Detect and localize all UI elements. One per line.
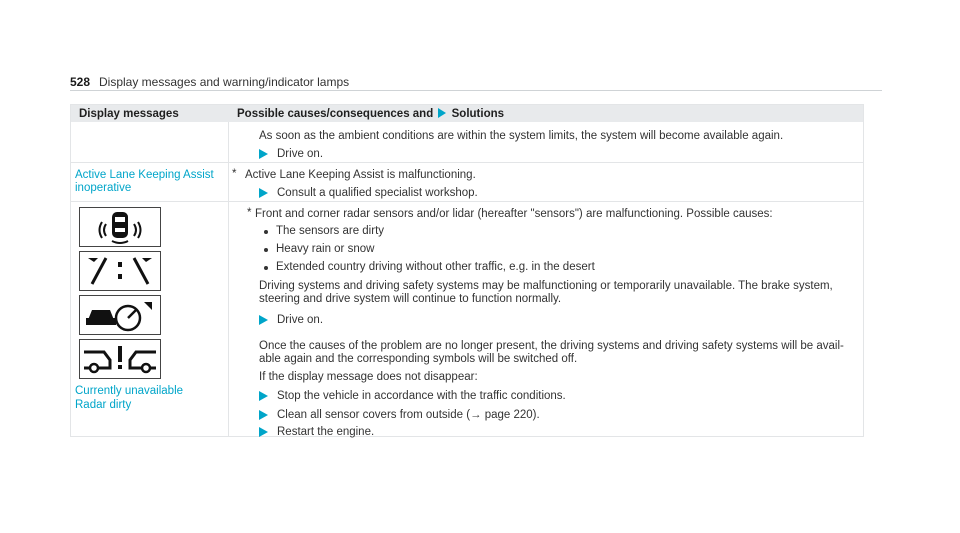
row3-message-line1: Currently unavailable <box>75 385 184 397</box>
instruction-arrow-icon <box>259 427 268 437</box>
solution-arrow-icon <box>438 108 446 118</box>
row3-action-clean: Clean all sensor covers from outside (→ page 220). <box>277 409 540 421</box>
row2-action: Consult a qualified specialist workshop. <box>277 187 478 199</box>
bullet-dot <box>264 230 268 234</box>
car-warning-car-icon <box>79 339 161 379</box>
row3-message-line2: Radar dirty <box>75 399 132 411</box>
row3-paragraph1-line2: steering and drive system will continue to function normally. <box>259 293 562 305</box>
row3-paragraph1-line1: Driving systems and driving safety systems may be malfunctioning or temporarily unavailable. The brake system, <box>259 280 833 292</box>
row3-bullet-1: The sensors are dirty <box>276 225 385 237</box>
row1-action: Drive on. <box>277 148 324 160</box>
row3-cause: Front and corner radar sensors and/or lidar (hereafter "sensors") are malfunctioning. Possible causes: <box>255 208 773 220</box>
row-divider <box>71 162 863 163</box>
row3-action-restart: Restart the engine. <box>277 426 375 438</box>
row3-paragraph3: If the display message does not disappear: <box>259 371 478 383</box>
row3-paragraph2-line2: able again and the corresponding symbols will be switched off. <box>259 353 578 365</box>
display-messages-table <box>70 104 864 437</box>
row2-cause: Active Lane Keeping Assist is malfunctioning. <box>245 169 476 181</box>
instruction-arrow-icon <box>259 315 268 325</box>
page-title: Display messages and warning/indicator lamps <box>99 75 350 89</box>
row1-text: As soon as the ambient conditions are within the system limits, the system will become available again. <box>259 130 784 142</box>
column-header-causes-text: Possible causes/consequences and <box>237 108 434 120</box>
table-header <box>71 105 863 122</box>
row2-star: * <box>232 168 237 180</box>
bullet-dot <box>264 266 268 270</box>
column-header-solutions: Solutions <box>451 108 505 120</box>
lane-markings-icon <box>79 251 161 291</box>
instruction-arrow-icon <box>259 188 268 198</box>
row3-paragraph2-line1: Once the causes of the problem are no longer present, the driving systems and driving safety systems will be avail- <box>259 340 844 352</box>
column-header-causes <box>237 108 504 120</box>
row3-bullet-3: Extended country driving without other traffic, e.g. in the desert <box>276 261 595 273</box>
instruction-arrow-icon <box>259 391 268 401</box>
parking-sensor-car-icon <box>79 207 161 247</box>
row3-action-drive-on: Drive on. <box>277 314 324 326</box>
row3-action-stop: Stop the vehicle in accordance with the traffic conditions. <box>277 390 566 402</box>
car-speedometer-icon <box>79 295 161 335</box>
row3-bullet-2: Heavy rain or snow <box>276 243 375 255</box>
instruction-arrow-icon <box>259 149 268 159</box>
bullet-dot <box>264 248 268 252</box>
page-header <box>70 66 882 91</box>
row3-star: * <box>247 207 252 219</box>
page-number: 528 <box>70 75 91 89</box>
row2-message-line1: Active Lane Keeping Assist <box>75 169 214 181</box>
row-divider <box>71 201 863 202</box>
row2-message-line2: inoperative <box>75 182 132 194</box>
column-header-display-messages: Display messages <box>79 108 179 120</box>
column-divider <box>228 122 229 436</box>
instruction-arrow-icon <box>259 410 268 420</box>
